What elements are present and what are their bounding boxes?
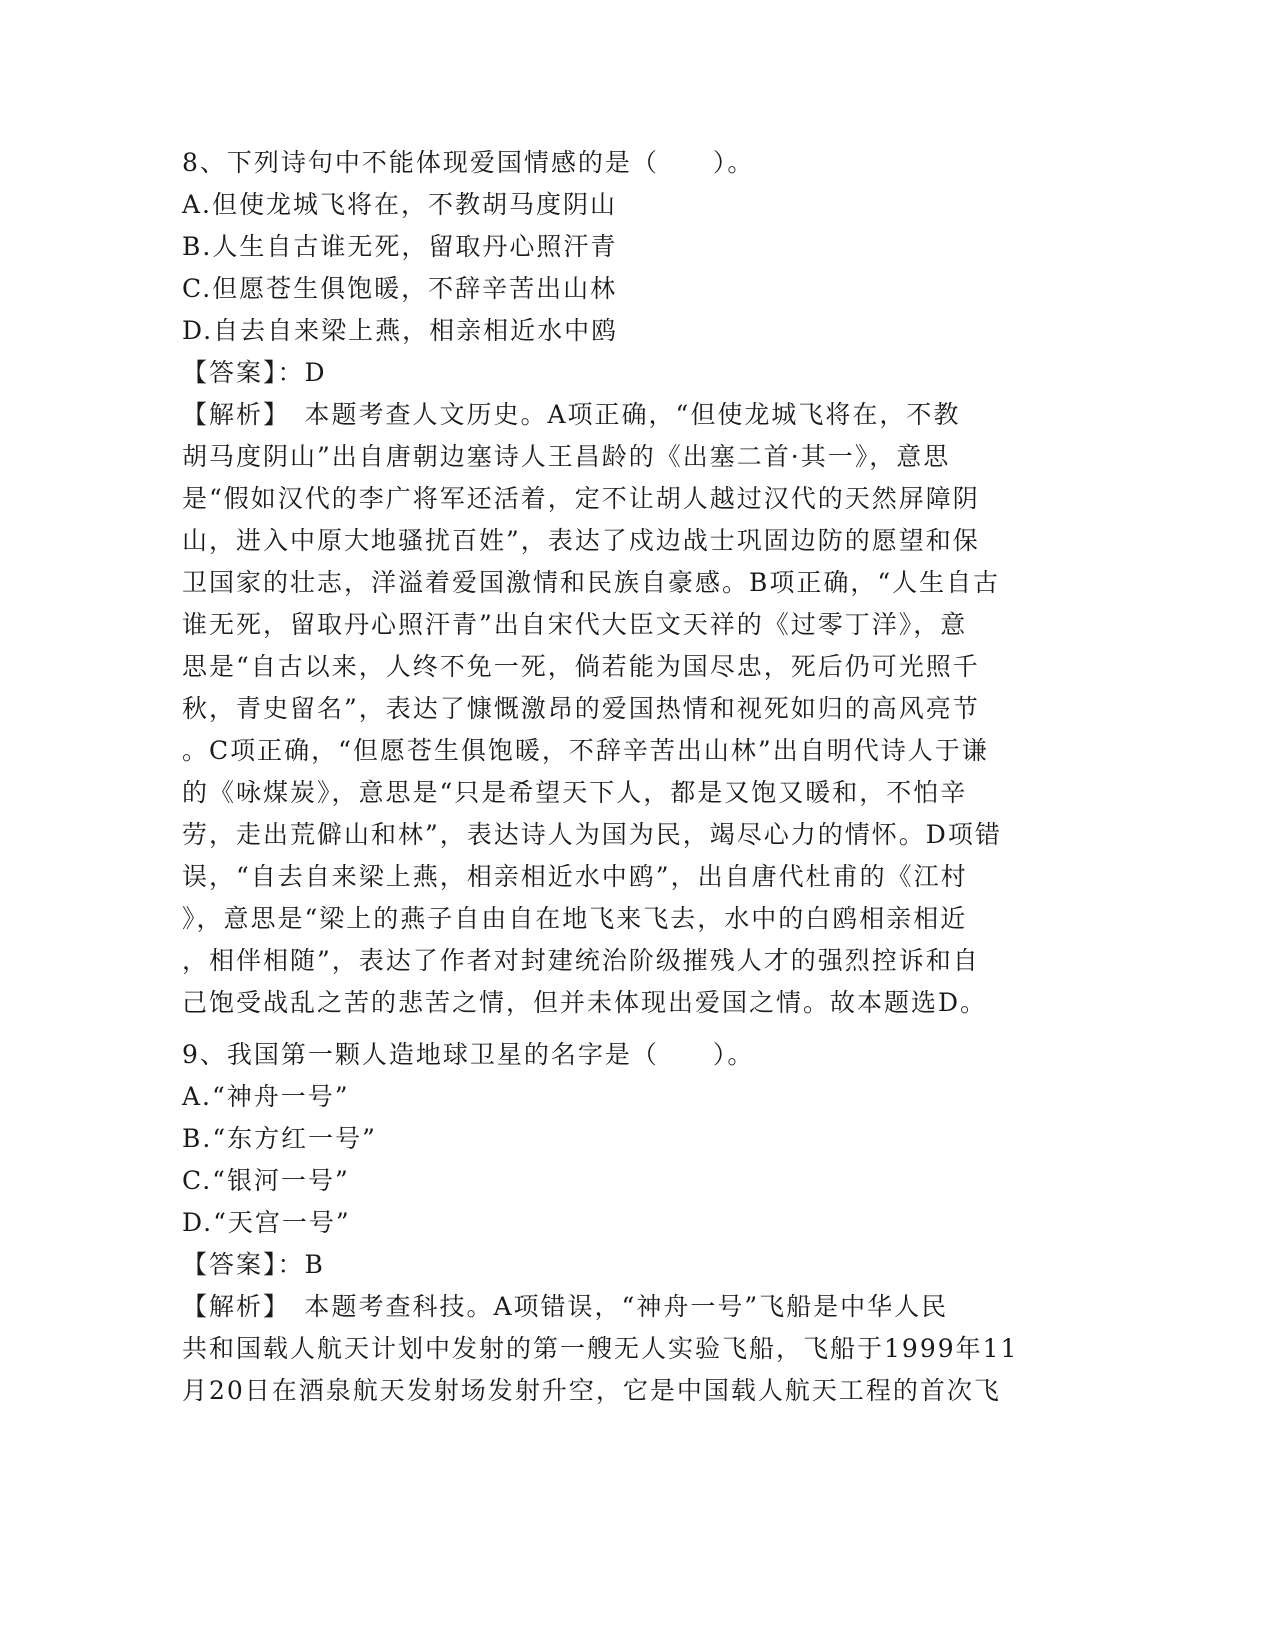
analysis-line: 的《咏煤炭》，意思是“只是希望天下人，都是又饱又暖和，不怕辛 bbox=[182, 778, 968, 807]
analysis bbox=[182, 394, 1062, 1024]
analysis-line: 谁无死，留取丹心照汗青”出自宋代大臣文天祥的《过零丁洋》，意 bbox=[182, 610, 968, 639]
analysis-line: 误，“自去自来梁上燕，相亲相近水中鸥”，出自唐代杜甫的《江村 bbox=[182, 862, 968, 891]
analysis-line: 【解析】 本题考查科技。A项错误，“神舟一号”飞船是中华人民 bbox=[182, 1292, 949, 1321]
analysis-line: 月20日在酒泉航天发射场发射升空，它是中国载人航天工程的首次飞 bbox=[182, 1376, 1001, 1405]
analysis-line: 山，进入中原大地骚扰百姓”，表达了戍边战士巩固边防的愿望和保 bbox=[182, 526, 980, 555]
question-8 bbox=[182, 142, 1062, 1024]
analysis-line: 秋，青史留名”，表达了慷慨激昂的爱国热情和视死如归的高风亮节 bbox=[182, 694, 980, 723]
option-a: A.“神舟一号” bbox=[182, 1082, 350, 1111]
question-stem: 9、我国第一颗人造地球卫星的名字是（ ）。 bbox=[182, 1040, 755, 1069]
analysis-line: 》，意思是“梁上的燕子自由自在地飞来飞去，水中的白鸥相亲相近 bbox=[182, 904, 968, 933]
analysis-line: 己饱受战乱之苦的悲苦之情，但并未体现出爱国之情。故本题选D。 bbox=[182, 988, 988, 1017]
option-b: B.人生自古谁无死，留取丹心照汗青 bbox=[182, 232, 618, 261]
question-stem: 8、下列诗句中不能体现爱国情感的是（ ）。 bbox=[182, 148, 755, 177]
answer: 【答案】：D bbox=[182, 358, 327, 387]
option-c: C.但愿苍生俱饱暖，不辞辛苦出山林 bbox=[182, 274, 618, 303]
question-gap bbox=[182, 1024, 1062, 1034]
analysis-line: 共和国载人航天计划中发射的第一艘无人实验飞船，飞船于1999年11 bbox=[182, 1334, 1019, 1363]
analysis-line: 卫国家的壮志，洋溢着爱国激情和民族自豪感。B项正确，“人生自古 bbox=[182, 568, 1001, 597]
analysis-line: 胡马度阴山”出自唐朝边塞诗人王昌龄的《出塞二首·其一》，意思 bbox=[182, 442, 951, 471]
analysis bbox=[182, 1286, 1062, 1412]
option-d: D.“天宫一号” bbox=[182, 1208, 351, 1237]
analysis-line: 。C项正确，“但愿苍生俱饱暖，不辞辛苦出山林”出自明代诗人于谦 bbox=[182, 736, 989, 765]
answer: 【答案】：B bbox=[182, 1250, 325, 1279]
option-a: A.但使龙城飞将在，不教胡马度阴山 bbox=[182, 190, 618, 219]
question-9 bbox=[182, 1034, 1062, 1412]
analysis-line: 思是“自古以来，人终不免一死，倘若能为国尽忠，死后仍可光照千 bbox=[182, 652, 980, 681]
option-c: C.“银河一号” bbox=[182, 1166, 350, 1195]
analysis-line: 【解析】 本题考查人文历史。A项正确，“但使龙城飞将在，不教 bbox=[182, 400, 961, 429]
option-b: B.“东方红一号” bbox=[182, 1124, 377, 1153]
option-d: D.自去自来梁上燕，相亲相近水中鸥 bbox=[182, 316, 619, 345]
analysis-line: ，相伴相随”，表达了作者对封建统治阶级摧残人才的强烈控诉和自 bbox=[182, 946, 980, 975]
analysis-line: 劳，走出荒僻山和林”，表达诗人为国为民，竭尽心力的情怀。D项错 bbox=[182, 820, 1002, 849]
analysis-line: 是“假如汉代的李广将军还活着，定不让胡人越过汉代的天然屏障阴 bbox=[182, 484, 980, 513]
document-page bbox=[182, 142, 1062, 1412]
